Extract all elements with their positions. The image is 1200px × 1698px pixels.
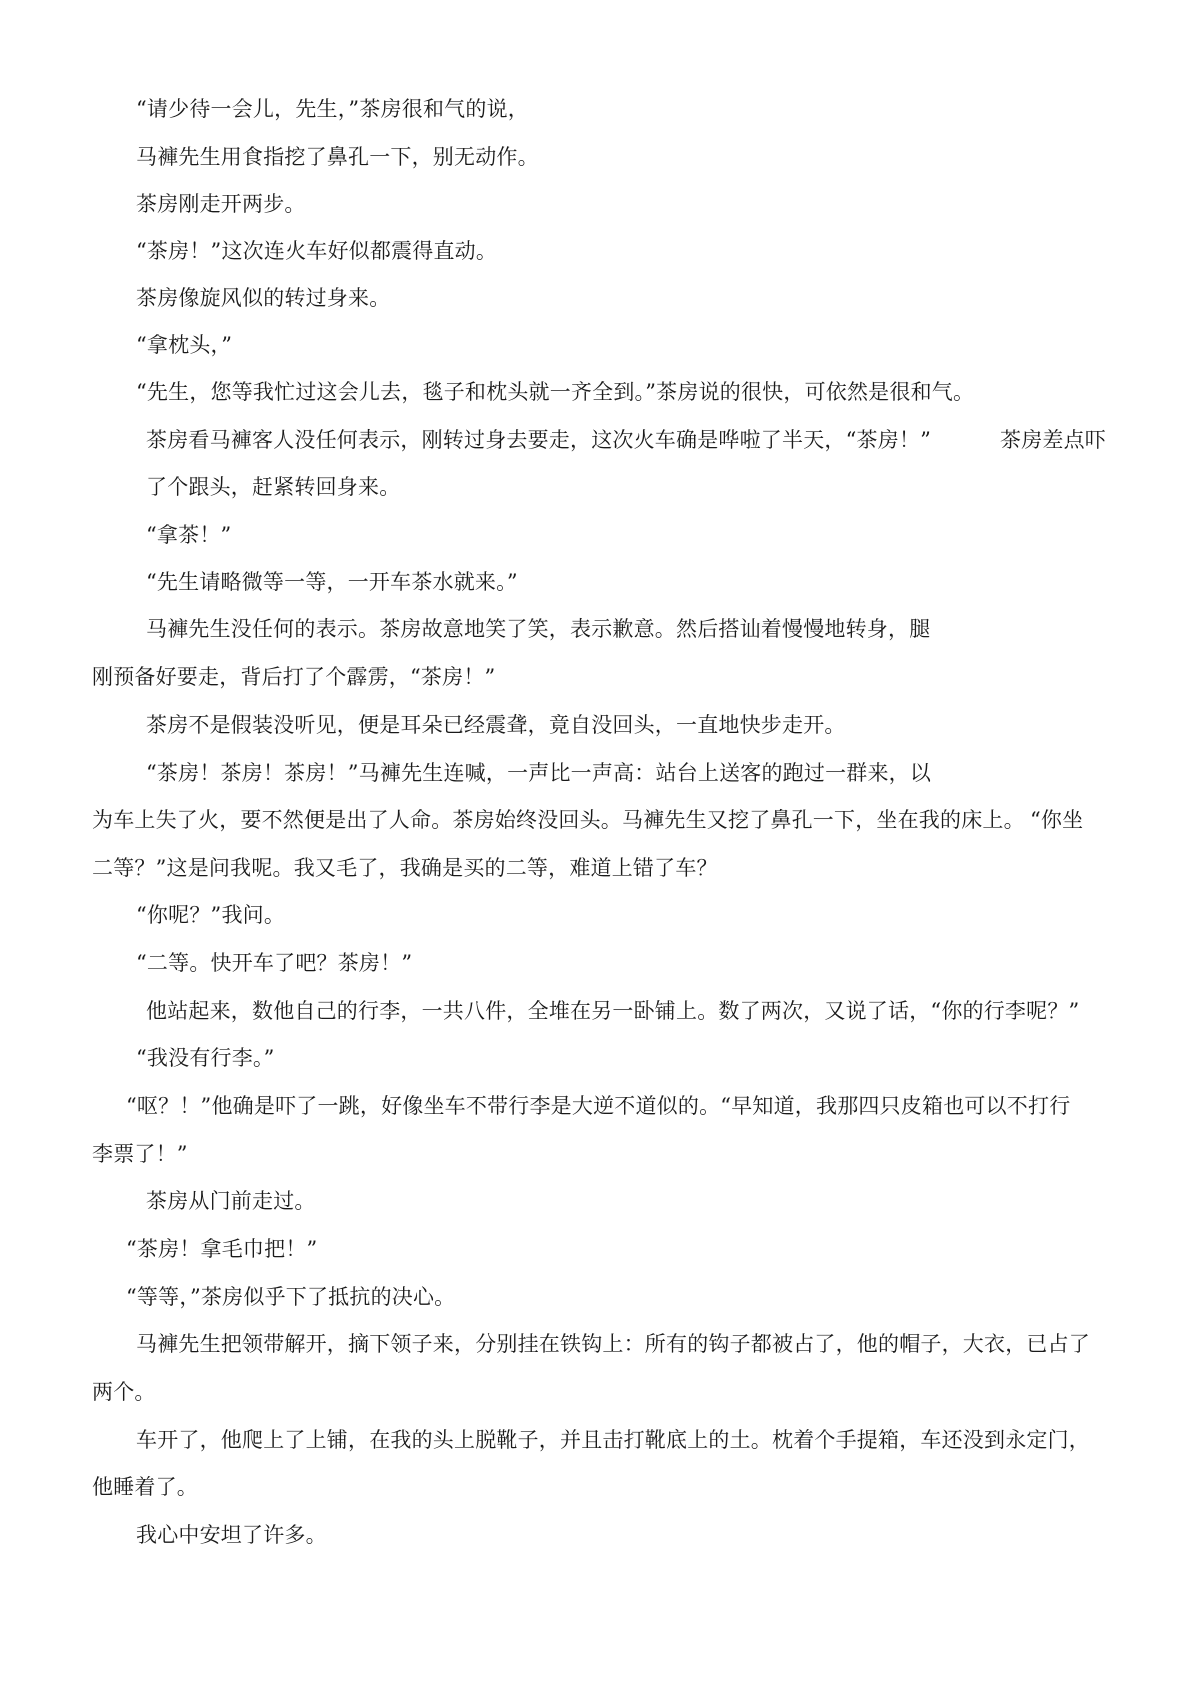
- text-line: 李票了！”: [92, 1142, 188, 1166]
- text-line: 茶房差点吓: [1000, 428, 1106, 452]
- text-line: “先生请略微等一等，一开车茶水就来。”: [146, 570, 518, 594]
- text-line: 马褲先生把领带解开，摘下领子来，分别挂在铁钩上：所有的钩子都被占了，他的帽子，大衣，已占了: [136, 1332, 1090, 1356]
- text-line: 为车上失了火，要不然便是出了人命。茶房始终没回头。马褲先生又挖了鼻孔一下，坐在我的床上。: [92, 808, 1025, 832]
- text-line: 了个跟头，赶紧转回身来。: [146, 475, 401, 499]
- text-line: “拿茶！”: [146, 523, 232, 547]
- text-line: 茶房不是假装没听见，便是耳朵已经震聋，竟自没回头，一直地快步走开。: [146, 713, 846, 737]
- text-line: “我没有行李。”: [136, 1046, 275, 1070]
- text-line: 我心中安坦了许多。: [136, 1523, 327, 1547]
- text-line: “先生，您等我忙过这会儿去，毯子和枕头就一齐全到。”茶房说的很快，可依然是很和气。: [136, 380, 975, 404]
- text-line: “等等，”茶房似乎下了抵抗的决心。: [126, 1285, 456, 1309]
- text-line: 马褲先生用食指挖了鼻孔一下，别无动作。: [136, 145, 539, 169]
- text-line: “你坐: [1030, 808, 1084, 832]
- text-line: “拿枕头，”: [136, 333, 233, 357]
- text-line: “二等。快开车了吧？茶房！”: [136, 951, 413, 975]
- text-line: “请少待一会儿，先生，”茶房很和气的说，: [136, 97, 529, 121]
- text-line: 茶房看马褲客人没任何表示，刚转过身去要走，这次火车确是哗啦了半天，“茶房！”: [146, 428, 932, 452]
- text-line: 茶房从门前走过。: [146, 1189, 316, 1213]
- text-line: “茶房！拿毛巾把！”: [126, 1237, 318, 1261]
- text-line: “茶房！”这次连火车好似都震得直动。: [136, 239, 498, 263]
- text-line: “呕？！”他确是吓了一跳，好像坐车不带行李是大逆不道似的。“早知道，我那四只皮箱也可以不打行: [126, 1094, 1071, 1118]
- text-line: 车开了，他爬上了上铺，在我的头上脱靴子，并且击打靴底上的土。枕着个手提箱，车还没到永定门，: [136, 1428, 1090, 1452]
- text-line: 茶房刚走开两步。: [136, 192, 306, 216]
- text-line: 两个。: [92, 1380, 156, 1404]
- text-line: “茶房！茶房！茶房！”马褲先生连喊，一声比一声高：站台上送客的跑过一群来，以: [146, 761, 932, 785]
- text-line: 茶房像旋风似的转过身来。: [136, 286, 391, 310]
- text-line: 他站起来，数他自己的行李，一共八件，全堆在另一卧铺上。数了两次，又说了话，“你的行李呢？”: [146, 999, 1080, 1023]
- text-line: “你呢？”我问。: [136, 903, 286, 927]
- text-line: 马褲先生没任何的表示。茶房故意地笑了笑，表示歉意。然后搭讪着慢慢地转身，腿: [146, 617, 931, 641]
- text-line: 他睡着了。: [92, 1475, 198, 1499]
- text-line: 二等？”这是问我呢。我又毛了，我确是买的二等，难道上错了车？: [92, 856, 718, 880]
- text-line: 刚预备好要走，背后打了个霹雳，“茶房！”: [92, 665, 496, 689]
